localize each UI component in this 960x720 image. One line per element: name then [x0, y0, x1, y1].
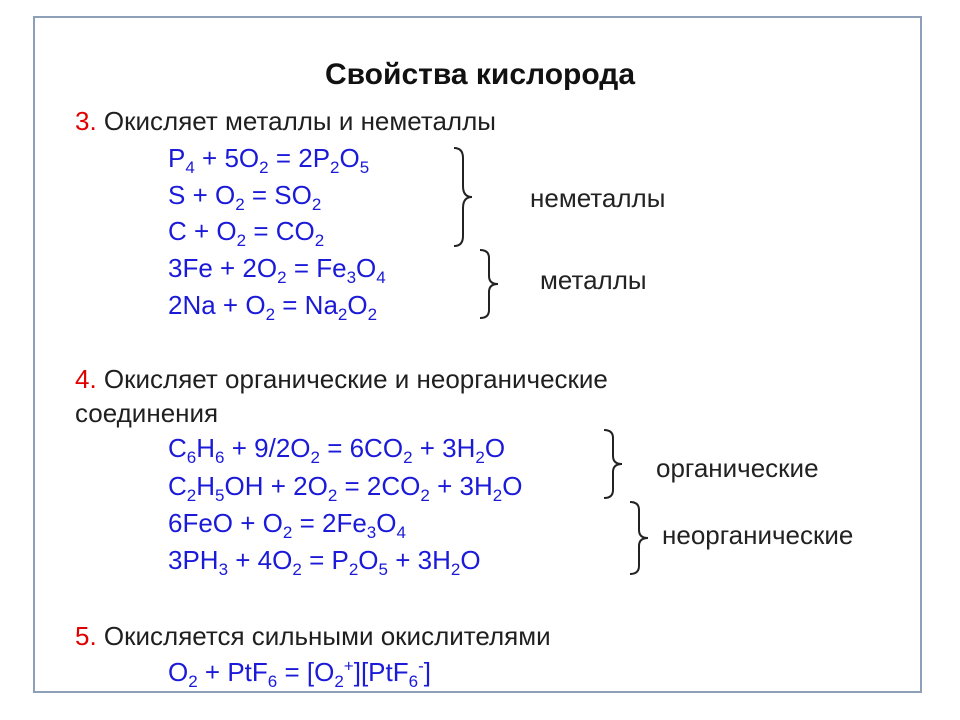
- section-number: 5.: [75, 621, 97, 651]
- subscript: 2: [282, 523, 293, 543]
- equation-text: O: [339, 143, 360, 173]
- equation-text: + 3H: [388, 545, 451, 575]
- label-inorganic: неорганические: [662, 520, 854, 550]
- section-text: Окисляется сильными окислителями: [103, 621, 551, 651]
- equation: [168, 508, 406, 543]
- subscript: 3: [346, 268, 357, 288]
- equation-text: H: [196, 433, 216, 463]
- equation-text: 3PH: [168, 545, 219, 575]
- subscript: 3: [218, 560, 229, 580]
- section-3-heading: [75, 106, 496, 137]
- label-organic: органические: [656, 453, 819, 483]
- subscript: 2: [277, 268, 287, 288]
- equation-text: C + O: [168, 216, 237, 246]
- equation-text: = 2P: [268, 143, 331, 173]
- section-4-heading: [75, 364, 608, 395]
- equation-text: + 3H: [412, 433, 476, 463]
- equation-text: = 2CO: [337, 471, 421, 501]
- section-4-heading-cont: соединения: [75, 398, 219, 428]
- subscript: 2: [314, 231, 325, 251]
- subscript: 4: [396, 523, 406, 543]
- subscript: 2: [235, 195, 245, 215]
- equation-text: + PtF: [197, 657, 268, 687]
- subscript: 6: [186, 448, 197, 468]
- subscript: 6: [215, 448, 225, 468]
- equation-text: + 4O: [228, 545, 293, 575]
- equation-text: O: [358, 545, 379, 575]
- equation-text: = 6CO: [319, 433, 404, 463]
- equation-text: O: [484, 433, 506, 463]
- equation: [168, 471, 523, 506]
- equation-text: = Na: [275, 290, 338, 320]
- subscript: 2: [188, 672, 198, 692]
- equation: [168, 290, 378, 325]
- equation-text: = Fe: [286, 253, 347, 283]
- subscript: 2: [348, 560, 359, 580]
- equation-text: = CO: [246, 216, 315, 246]
- subscript: 2: [330, 158, 340, 178]
- equation-text: P: [168, 143, 186, 173]
- equation-text: O: [376, 508, 397, 538]
- brace-metals: [476, 248, 502, 320]
- equation-text: + 3H: [429, 471, 493, 501]
- equation: [168, 253, 386, 288]
- brace-nonmetals: [450, 146, 476, 248]
- equation-text: = 2Fe: [292, 508, 367, 538]
- equation: [168, 143, 370, 178]
- subscript: 2: [337, 305, 348, 325]
- equation-text: C: [168, 433, 187, 463]
- equation: [168, 433, 506, 468]
- subscript: 2: [236, 231, 247, 251]
- section-number: 4.: [75, 364, 97, 394]
- subscript: 4: [185, 158, 195, 178]
- equation: [168, 545, 481, 580]
- equation-text: O: [347, 290, 368, 320]
- subscript: 2: [367, 305, 378, 325]
- section-number: 3.: [75, 106, 97, 136]
- subscript: 5: [215, 486, 225, 506]
- equation-text: 2Na + O: [168, 290, 266, 320]
- equation-text: O: [356, 253, 377, 283]
- equation-text: H: [196, 471, 216, 501]
- section-text: Окисляет металлы и неметаллы: [103, 106, 496, 136]
- equation-text: 3Fe + 2O: [168, 253, 278, 283]
- page-title: Свойства кислорода: [324, 58, 636, 91]
- subscript: 5: [359, 158, 370, 178]
- subscript: 2: [403, 448, 413, 468]
- subscript: 6: [408, 672, 419, 692]
- section-text: Окисляет органические и неорганические: [103, 364, 608, 394]
- subscript: 2: [186, 486, 197, 506]
- brace-inorganic: [626, 500, 652, 576]
- section-5-heading: [75, 621, 551, 652]
- subscript: 2: [450, 560, 461, 580]
- subscript: 2: [259, 158, 269, 178]
- subscript: 2: [420, 486, 430, 506]
- equation: [168, 180, 322, 215]
- equation-text: = SO: [244, 180, 312, 210]
- equation-text: = P: [301, 545, 349, 575]
- equation-text: + 5O: [194, 143, 260, 173]
- subscript: 2: [311, 195, 322, 215]
- superscript: +: [343, 656, 354, 676]
- equation-text: O: [460, 545, 481, 575]
- subscript: 6: [267, 672, 278, 692]
- subscript: 2: [492, 486, 503, 506]
- subscript: 4: [376, 268, 386, 288]
- subscript: 2: [327, 486, 338, 506]
- brace-organic: [600, 428, 626, 500]
- equation-text: O: [168, 657, 189, 687]
- label-nonmetals: неметаллы: [530, 183, 666, 213]
- subscript: 2: [292, 560, 302, 580]
- equation-text: C: [168, 471, 187, 501]
- subscript: 5: [378, 560, 388, 580]
- equation-text: + 9/2O: [224, 433, 311, 463]
- superscript: -: [418, 656, 424, 676]
- subscript: 3: [366, 523, 377, 543]
- subscript: 2: [310, 448, 320, 468]
- equation-text: S + O: [168, 180, 236, 210]
- equation-text: O: [502, 471, 523, 501]
- equation-text: 6FeO + O: [168, 508, 283, 538]
- equation-text: ]: [423, 657, 432, 687]
- equation-text: ][PtF: [353, 657, 409, 687]
- subscript: 2: [265, 305, 276, 325]
- subscript: 2: [334, 672, 344, 692]
- equation-text: OH + 2O: [224, 471, 328, 501]
- equation: [168, 656, 432, 692]
- equation-text: = [O: [277, 657, 335, 687]
- label-metals: металлы: [540, 265, 647, 295]
- subscript: 2: [475, 448, 485, 468]
- equation: [168, 216, 325, 251]
